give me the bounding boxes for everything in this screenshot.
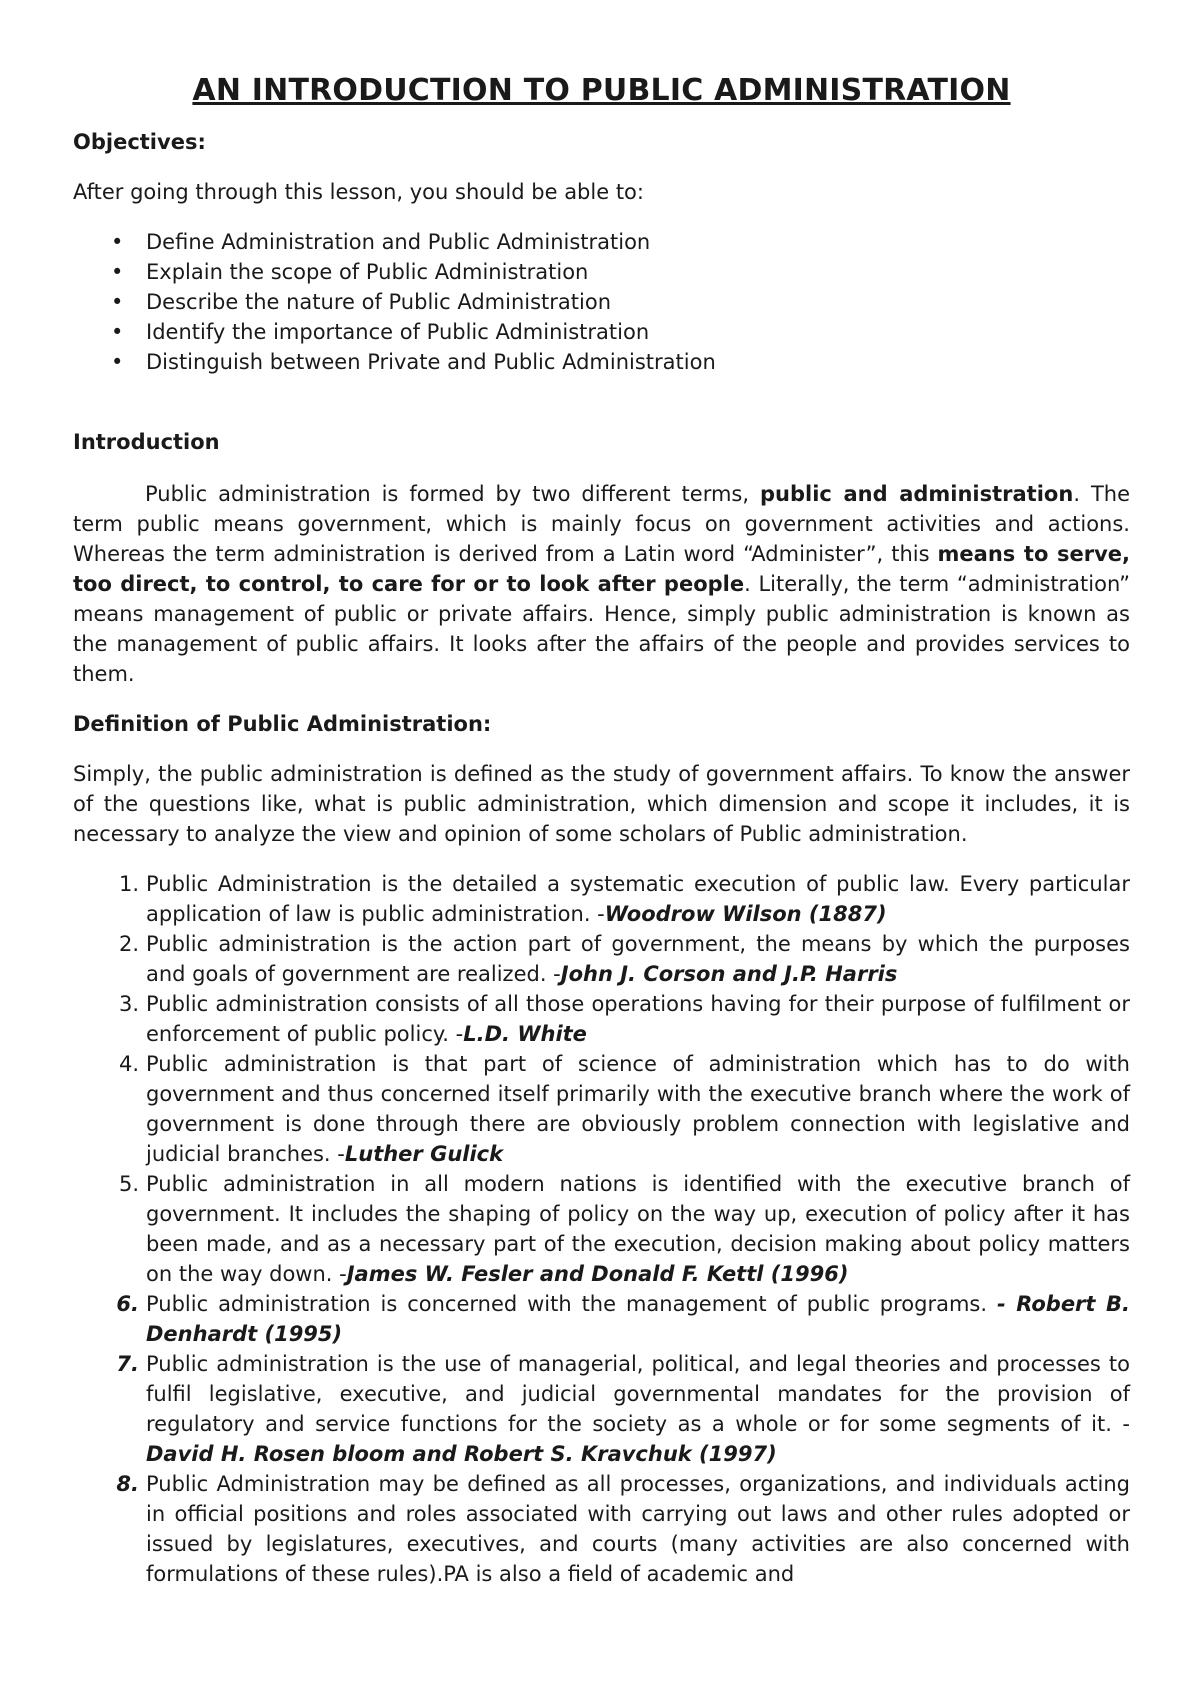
objectives-heading: Objectives: — [73, 130, 206, 154]
objective-item: • Distinguish between Private and Public Administration — [73, 347, 1130, 377]
definition-author: David H. Rosen bloom and Robert S. Kravchuk (1997) — [146, 1442, 777, 1466]
intro-bold-2: means to serve, too direct, to control, to care for or to look after people — [73, 542, 1130, 596]
definition-number: 5. — [118, 1172, 139, 1196]
intro-text-2: . The term public means government, which is mainly focus on government activities and actions. Whereas the term administration is derived from a Latin word “Administer”, this — [73, 482, 1130, 566]
definition-item — [73, 1289, 1130, 1349]
definition-item — [73, 1469, 1130, 1589]
definition-text: Public administration is concerned with the management of public programs. — [146, 1292, 997, 1316]
definition-text: Public Administration may be defined as all processes, organizations, and individuals acting in official positions and roles associated with carrying out laws and other rules adopted or issued by legislatures, executives, and courts (many activities are also concerned with formulations of these rules).PA is also a field of academic and — [146, 1472, 1130, 1586]
definition-number: 4. — [118, 1052, 139, 1076]
definition-number: 2. — [118, 932, 139, 956]
objective-item: • Explain the scope of Public Administration — [73, 257, 1130, 287]
definition-item — [73, 1169, 1130, 1289]
objective-item: • Identify the importance of Public Administration — [73, 317, 1130, 347]
intro-text-3: . Literally, the term “administration” means management of public or private affairs. Hence, simply public administration is known as the management of public affairs. It looks after the affairs of the people and provides services to them. — [73, 572, 1131, 686]
introduction-heading: Introduction — [73, 430, 220, 454]
definition-text: Public administration consists of all those operations having for their purpose of fulfilment or enforcement of public policy. - — [146, 992, 1130, 1046]
definition-author: - Robert B. Denhardt (1995) — [146, 1292, 1130, 1346]
definition-number: 6. — [116, 1292, 139, 1316]
definition-number: 8. — [116, 1472, 139, 1496]
definition-text: Public administration is the action part of government, the means by which the purposes and goals of government are realized. - — [146, 932, 1130, 986]
intro-bold-1: public and administration — [760, 482, 1074, 506]
definition-text: Public administration is the use of managerial, political, and legal theories and processes to fulfil legislative, executive, and judicial governmental mandates for the provision of regulatory and service functions for the society as a whole or for some segments of it. - — [146, 1352, 1130, 1436]
definition-number: 3. — [118, 992, 139, 1016]
definition-lead: Simply, the public administration is defined as the study of government affairs. To know the answer of the questions like, what is public administration, which dimension and scope it includes, it is necessary to analyze the view and opinion of some scholars of Public administration. — [73, 762, 1130, 846]
definition-number: 7. — [116, 1352, 139, 1376]
intro-text-1: Public administration is formed by two different terms, — [145, 482, 760, 506]
definition-author: John J. Corson and J.P. Harris — [560, 962, 898, 986]
definition-author: Luther Gulick — [344, 1142, 504, 1166]
definition-item — [73, 929, 1130, 989]
definition-item — [73, 869, 1130, 929]
definition-item — [73, 1349, 1130, 1469]
definition-text: Public administration is that part of science of administration which has to do with government and thus concerned itself primarily with the executive branch where the work of government is done through there are obviously problem connection with legislative and judicial branches. - — [146, 1052, 1130, 1166]
introduction-paragraph — [73, 479, 1130, 689]
definitions-list — [73, 869, 1130, 1589]
definition-item — [73, 989, 1130, 1049]
definition-author: L.D. White — [463, 1022, 587, 1046]
objective-item: • Describe the nature of Public Administration — [73, 287, 1130, 317]
objective-item: • Define Administration and Public Administration — [73, 227, 1130, 257]
definition-author: Woodrow Wilson (1887) — [604, 902, 887, 926]
objectives-lead: After going through this lesson, you should be able to: — [73, 180, 644, 204]
definition-heading: Definition of Public Administration: — [73, 712, 492, 736]
objectives-list — [73, 227, 1130, 377]
page-title: AN INTRODUCTION TO PUBLIC ADMINISTRATION — [192, 73, 1011, 108]
definition-text: Public administration in all modern nations is identified with the executive branch of government. It includes the shaping of policy on the way up, execution of policy after it has been made, and as a necessary part of the execution, decision making about policy matters on the way down. - — [146, 1172, 1130, 1286]
definition-text: Public Administration is the detailed a systematic execution of public law. Every particular application of law is public administration. - — [146, 872, 1130, 926]
definition-item — [73, 1049, 1130, 1169]
definition-number: 1. — [118, 872, 139, 896]
definition-author: James W. Fesler and Donald F. Kettl (1996) — [346, 1262, 849, 1286]
